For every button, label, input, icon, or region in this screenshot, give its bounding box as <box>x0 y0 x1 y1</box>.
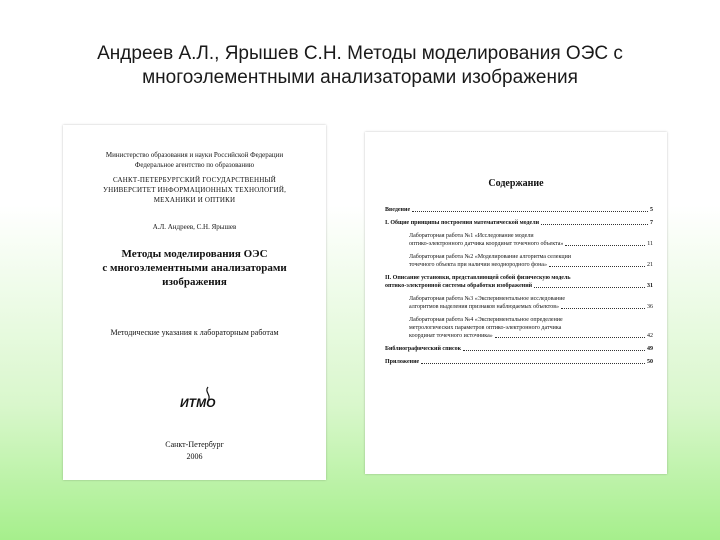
toc-entry <box>385 232 653 248</box>
toc-entry-page: 31 <box>647 283 653 289</box>
cover-ministry-line-2: Федеральное агентство по образованию <box>134 161 255 169</box>
toc-entry-line: Лабораторная работа №2 «Моделирование алгоритма селекции <box>409 254 572 260</box>
cover-authors: А.Л. Андреев, С.Н. Ярышев <box>152 223 237 231</box>
cover-university-line-3: МЕХАНИКИ И ОПТИКИ <box>153 196 236 204</box>
toc-entry-title: I. Общие принципы построения математической модели <box>385 220 540 226</box>
toc-entry <box>385 253 653 269</box>
toc-entry <box>385 274 653 290</box>
toc-page <box>365 132 667 474</box>
toc-entry <box>385 295 653 311</box>
toc-entry-title: алгоритмов выделения признаков наблюдаемых объектов» <box>409 304 560 310</box>
toc-entry <box>385 345 653 353</box>
toc-entry-title: координат точечного источника» <box>409 333 493 339</box>
toc-entry-title: Приложение <box>385 359 420 365</box>
toc-entry-page: 5 <box>650 207 653 213</box>
toc-entry-line: Лабораторная работа №3 «Экспериментальное исследование <box>409 296 566 302</box>
toc-entry-title: Библиографический список <box>385 346 462 352</box>
toc-entry-page: 49 <box>647 346 653 352</box>
toc-entry-line: II. Описание установки, представляющей собой физическую модель <box>385 275 571 281</box>
toc-entry-page: 21 <box>647 262 653 268</box>
slide-title-line-1: Андреев А.Л., Ярышев С.Н. Методы моделирования ОЭС с <box>97 43 623 64</box>
toc-entry <box>385 206 653 214</box>
cover-title-line-2: с многоэлементными анализаторами <box>102 262 287 274</box>
cover-subtitle: Методические указания к лабораторным работам <box>110 328 279 337</box>
cover-title-line-3: изображения <box>162 276 227 288</box>
toc-entry <box>385 358 653 366</box>
toc-list <box>385 206 653 371</box>
toc-entry-title: точечного объекта при наличии неоднородного фона» <box>409 262 547 268</box>
toc-entry-page: 42 <box>647 333 653 339</box>
toc-entry-page: 50 <box>647 359 653 365</box>
toc-entry-page: 11 <box>647 241 653 247</box>
toc-entry-title: оптико-электронного датчика координат точечного объекта» <box>409 241 564 247</box>
toc-entry-line: Лабораторная работа №1 «Исследование модели <box>409 233 534 239</box>
cover-ministry-line-1: Министерство образования и науки Российской Федерации <box>105 151 284 159</box>
toc-entry-page: 7 <box>650 220 653 226</box>
toc-entry-line: метрологических параметров оптико-электронного датчика <box>409 325 562 331</box>
toc-entry <box>385 316 653 340</box>
slide-title-line-2: многоэлементными анализаторами изображения <box>142 67 578 88</box>
slide-title <box>40 42 680 90</box>
toc-entry-title: оптико-электронной системы обработки изображений <box>385 283 533 289</box>
itmo-logo <box>178 385 222 413</box>
toc-entry-line: Лабораторная работа №4 «Экспериментальное определение <box>409 317 563 323</box>
itmo-logo-text: ИТМО <box>180 396 216 410</box>
cover-page <box>63 125 326 480</box>
cover-university-line-1: САНКТ-ПЕТЕРБУРГСКИЙ ГОСУДАРСТВЕННЫЙ <box>112 176 277 184</box>
cover-title-line-1: Методы моделирования ОЭС <box>121 248 268 260</box>
toc-heading: Содержание <box>488 178 544 189</box>
cover-city: Санкт-Петербург <box>165 440 224 449</box>
toc-entry-title: Введение <box>385 207 411 213</box>
cover-university-line-2: УНИВЕРСИТЕТ ИНФОРМАЦИОННЫХ ТЕХНОЛОГИЙ, <box>102 186 287 194</box>
toc-entry-page: 36 <box>647 304 653 310</box>
cover-year: 2006 <box>186 452 203 461</box>
toc-entry <box>385 219 653 227</box>
